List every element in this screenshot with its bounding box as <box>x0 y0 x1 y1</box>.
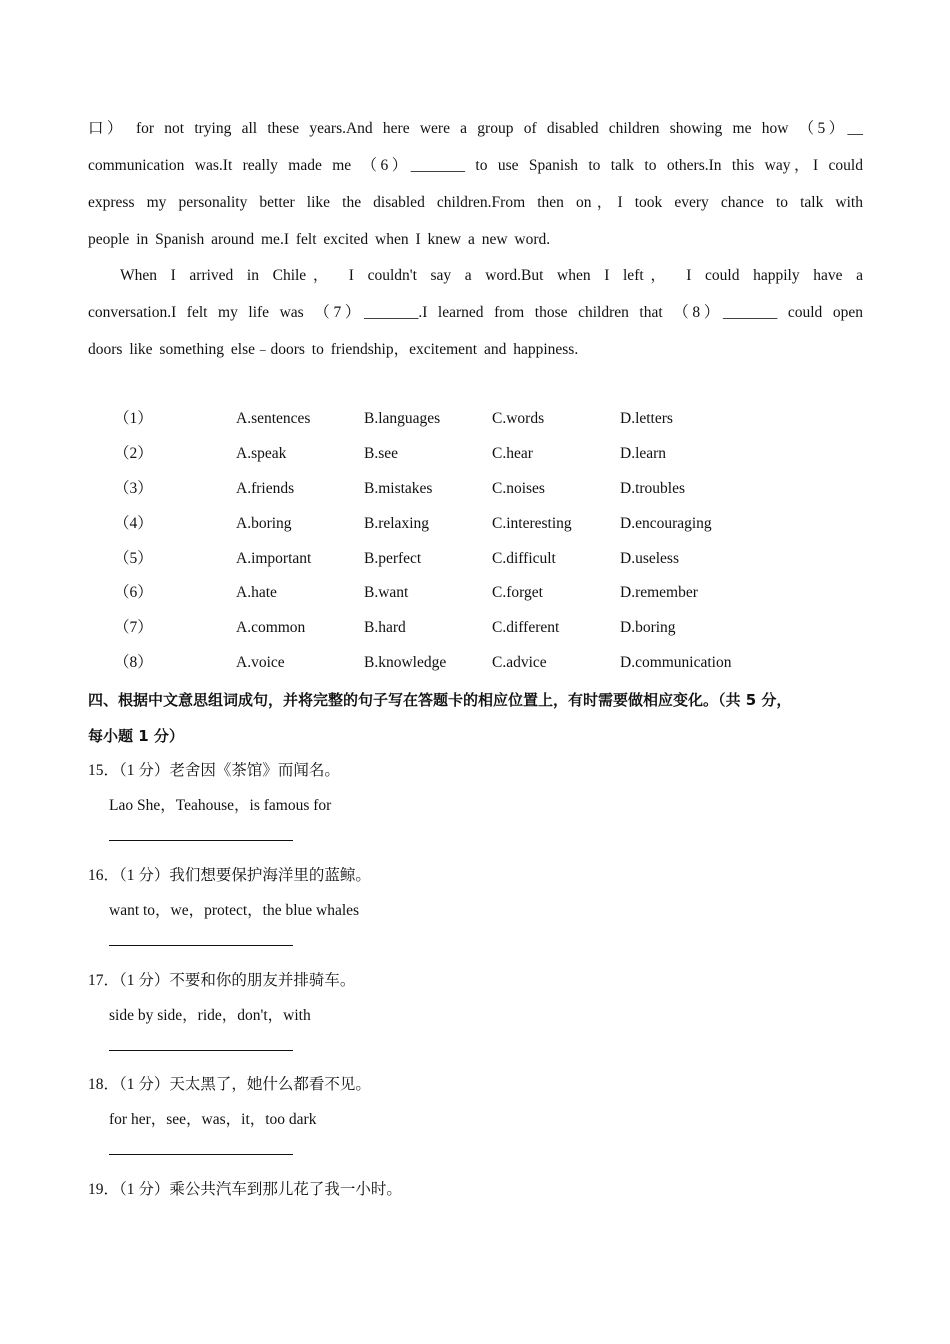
option-d: D.troubles <box>620 479 686 497</box>
option-b: B.hard <box>364 619 406 637</box>
question-words: side by side，ride，don't，with <box>109 1007 311 1024</box>
question-title: 16．（1 分）我们想要保护海洋里的蓝鲸。 <box>88 867 371 884</box>
option-a: A.voice <box>236 654 285 672</box>
option-b: B.want <box>364 584 409 602</box>
option-number: （1） <box>114 410 153 427</box>
question-17 <box>88 966 356 1024</box>
option-b: B.mistakes <box>364 479 433 497</box>
option-d: D.useless <box>620 549 679 567</box>
question-title: 19．（1 分）乘公共汽车到那儿花了我一小时。 <box>88 1181 402 1198</box>
option-c: C.different <box>492 619 560 637</box>
option-b: B.languages <box>364 410 441 427</box>
option-number: （5） <box>114 549 153 567</box>
option-d: D.remember <box>620 584 698 602</box>
option-b: B.knowledge <box>364 654 447 672</box>
option-c: C.noises <box>492 479 545 497</box>
option-b: B.relaxing <box>364 514 429 532</box>
question-18 <box>88 1070 371 1128</box>
option-c: C.interesting <box>492 514 572 532</box>
passage-line: 口） for not trying all these years.And here were a group of disabled children showing me how （5）__ <box>88 120 863 137</box>
option-d: D.communication <box>620 654 732 672</box>
option-b: B.perfect <box>364 549 422 567</box>
passage-line: conversation.I felt my life was （7）_______.I learned from those children that （8）_______ could open <box>88 304 863 321</box>
passage-paragraph-2 <box>88 257 863 368</box>
option-a: A.important <box>236 549 312 567</box>
option-d: D.encouraging <box>620 514 712 532</box>
option-number: （2） <box>114 444 153 462</box>
option-a: A.friends <box>236 479 295 497</box>
question-title: 17．（1 分）不要和你的朋友并排骑车。 <box>88 972 356 989</box>
question-title: 18．（1 分）天太黑了，她什么都看不见。 <box>88 1076 371 1093</box>
option-a: A.hate <box>236 584 277 602</box>
answer-blank[interactable] <box>109 840 293 841</box>
option-c: C.words <box>492 410 545 427</box>
option-c: C.hear <box>492 444 533 462</box>
answer-blank[interactable] <box>109 1050 293 1051</box>
question-19 <box>88 1175 402 1205</box>
passage-line: When I arrived in Chile， I couldn't say a word.But when I left， I could happily have a <box>120 267 863 284</box>
section-heading-line: 每小题 1 分） <box>88 727 184 745</box>
option-c: C.advice <box>492 654 547 672</box>
question-16 <box>88 861 371 919</box>
passage-line: doors like something else﹣doors to friendship，excitement and happiness. <box>88 341 579 358</box>
passage-paragraph-1 <box>88 110 863 258</box>
passage-line: communication was.It really made me （6）_______ to use Spanish to talk to others.In this way，I could <box>88 157 863 174</box>
option-number: （8） <box>114 654 153 672</box>
option-number: （4） <box>114 514 153 532</box>
answer-blank[interactable] <box>109 1154 293 1155</box>
question-words: for her，see，was，it，too dark <box>109 1111 317 1128</box>
option-number: （6） <box>114 584 153 602</box>
section-heading <box>88 682 888 754</box>
option-c: C.difficult <box>492 549 556 567</box>
answer-blank[interactable] <box>109 945 293 946</box>
option-b: B.see <box>364 444 399 462</box>
option-a: A.common <box>236 619 306 637</box>
option-number: （7） <box>114 619 153 637</box>
question-words: want to，we，protect，the blue whales <box>109 902 360 919</box>
option-a: A.speak <box>236 444 287 462</box>
option-a: A.sentences <box>236 410 311 427</box>
question-words: Lao She，Teahouse，is famous for <box>109 797 332 814</box>
option-a: A.boring <box>236 514 292 532</box>
option-d: D.boring <box>620 619 676 637</box>
passage-line: express my personality better like the disabled children.From then on，I took every chance to talk with <box>88 194 863 211</box>
question-title: 15．（1 分）老舍因《茶馆》而闻名。 <box>88 762 340 779</box>
passage-line: people in Spanish around me.I felt excited when I knew a new word. <box>88 231 551 248</box>
section-heading-line: 四、根据中文意思组词成句，并将完整的句子写在答题卡的相应位置上，有时需要做相应变化。（共 5 分， <box>88 691 792 709</box>
question-15 <box>88 756 340 814</box>
option-c: C.forget <box>492 584 543 602</box>
option-d: D.learn <box>620 444 667 462</box>
option-d: D.letters <box>620 410 673 427</box>
option-number: （3） <box>114 479 153 497</box>
